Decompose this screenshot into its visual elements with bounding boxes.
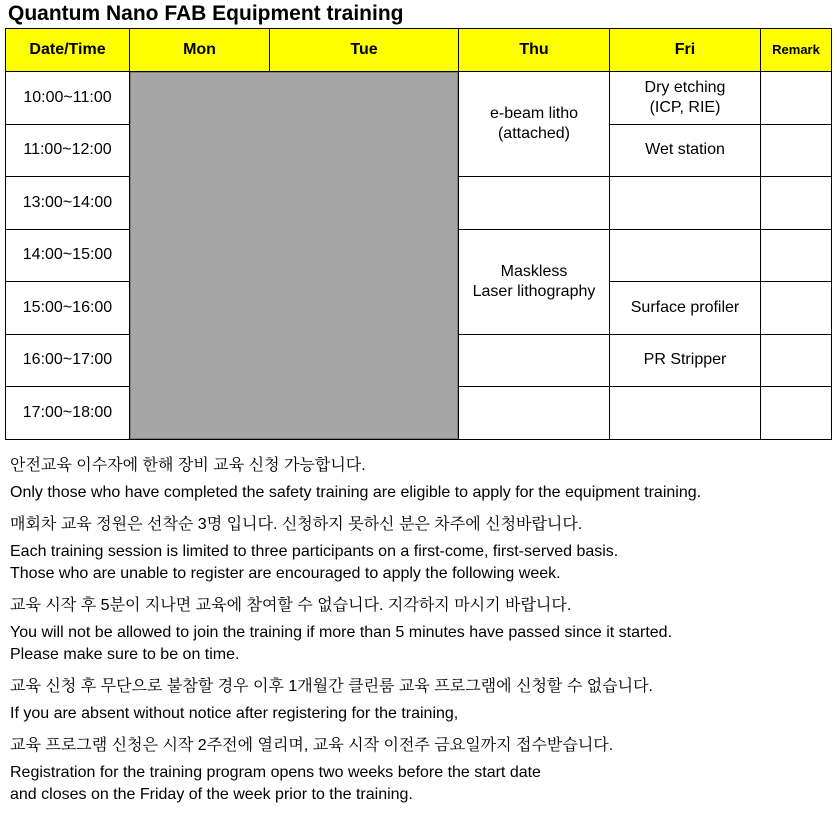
fri-pr-stripper-cell: PR Stripper (610, 334, 761, 387)
time-cell: 13:00~14:00 (6, 177, 130, 230)
page-title: Quantum Nano FAB Equipment training (8, 2, 404, 25)
thu-ebeam-cell (459, 72, 610, 177)
ebeam-sublabel: (attached) (497, 125, 571, 142)
note-english: You will not be allowed to join the training if more than 5 minutes have passed since it started. (10, 624, 673, 641)
time-cell: 11:00~12:00 (6, 124, 130, 177)
remark-cell (761, 387, 832, 440)
fri-empty-cell (610, 177, 761, 230)
remark-cell (761, 124, 832, 177)
header-row (6, 29, 832, 72)
time-cell: 17:00~18:00 (6, 387, 130, 440)
fri-dry-etching-cell (610, 72, 761, 125)
thu-maskless-cell (459, 229, 610, 334)
thu-empty-cell (459, 177, 610, 230)
time-cell: 16:00~17:00 (6, 334, 130, 387)
remark-cell (761, 334, 832, 387)
fri-surface-profiler-cell: Surface profiler (610, 282, 761, 335)
note-english: Please make sure to be on time. (10, 646, 240, 663)
header-fri: Fri (610, 29, 761, 72)
fri-empty-cell (610, 387, 761, 440)
header-tue: Tue (270, 29, 459, 72)
dry-etching-label: Dry etching (644, 78, 726, 96)
training-schedule-table (5, 28, 832, 440)
note-english: Only those who have completed the safety training are eligible to apply for the equipment training. (10, 484, 702, 501)
note-english: Registration for the training program opens two weeks before the start date (10, 764, 541, 781)
note-english: Those who are unable to register are encouraged to apply the following week. (10, 565, 561, 582)
thu-empty-cell (459, 387, 610, 440)
time-cell: 14:00~15:00 (6, 229, 130, 282)
header-datetime: Date/Time (6, 29, 130, 72)
remark-cell (761, 72, 832, 125)
fri-empty-cell (610, 229, 761, 282)
note-english: and closes on the Friday of the week prior to the training. (10, 786, 413, 803)
note-korean: 교육 신청 후 무단으로 불참할 경우 이후 1개월간 클린룸 교육 프로그램에 신청할 수 없습니다. (10, 678, 654, 695)
remark-cell (761, 229, 832, 282)
note-english: If you are absent without notice after registering for the training, (10, 705, 459, 722)
ebeam-label: e-beam litho (489, 105, 579, 122)
table-row (6, 72, 832, 125)
header-thu: Thu (459, 29, 610, 72)
redacted-block (130, 72, 458, 439)
note-korean: 교육 시작 후 5분이 지나면 교육에 참여할 수 없습니다. 지각하지 마시기 바랍니다. (10, 597, 572, 614)
header-remark: Remark (761, 29, 832, 72)
fri-wet-station-cell: Wet station (610, 124, 761, 177)
remark-cell (761, 177, 832, 230)
note-english: Each training session is limited to three participants on a first-come, first-served basis. (10, 543, 619, 560)
maskless-label: Maskless (500, 262, 568, 280)
time-cell: 10:00~11:00 (6, 72, 130, 125)
thu-empty-cell (459, 334, 610, 387)
redacted-area (130, 72, 459, 440)
time-cell: 15:00~16:00 (6, 282, 130, 335)
remark-cell (761, 282, 832, 335)
notes-section (10, 456, 830, 805)
header-mon: Mon (130, 29, 270, 72)
note-korean: 교육 프로그램 신청은 시작 2주전에 열리며, 교육 시작 이전주 금요일까지 접수받습니다. (10, 737, 614, 754)
maskless-sublabel: Laser lithography (472, 282, 596, 300)
note-korean: 매회차 교육 정원은 선착순 3명 입니다. 신청하지 못하신 분은 차주에 신청바랍니다. (10, 516, 583, 533)
note-korean: 안전교육 이수자에 한해 장비 교육 신청 가능합니다. (10, 457, 366, 474)
dry-etching-sublabel: (ICP, RIE) (649, 98, 721, 116)
